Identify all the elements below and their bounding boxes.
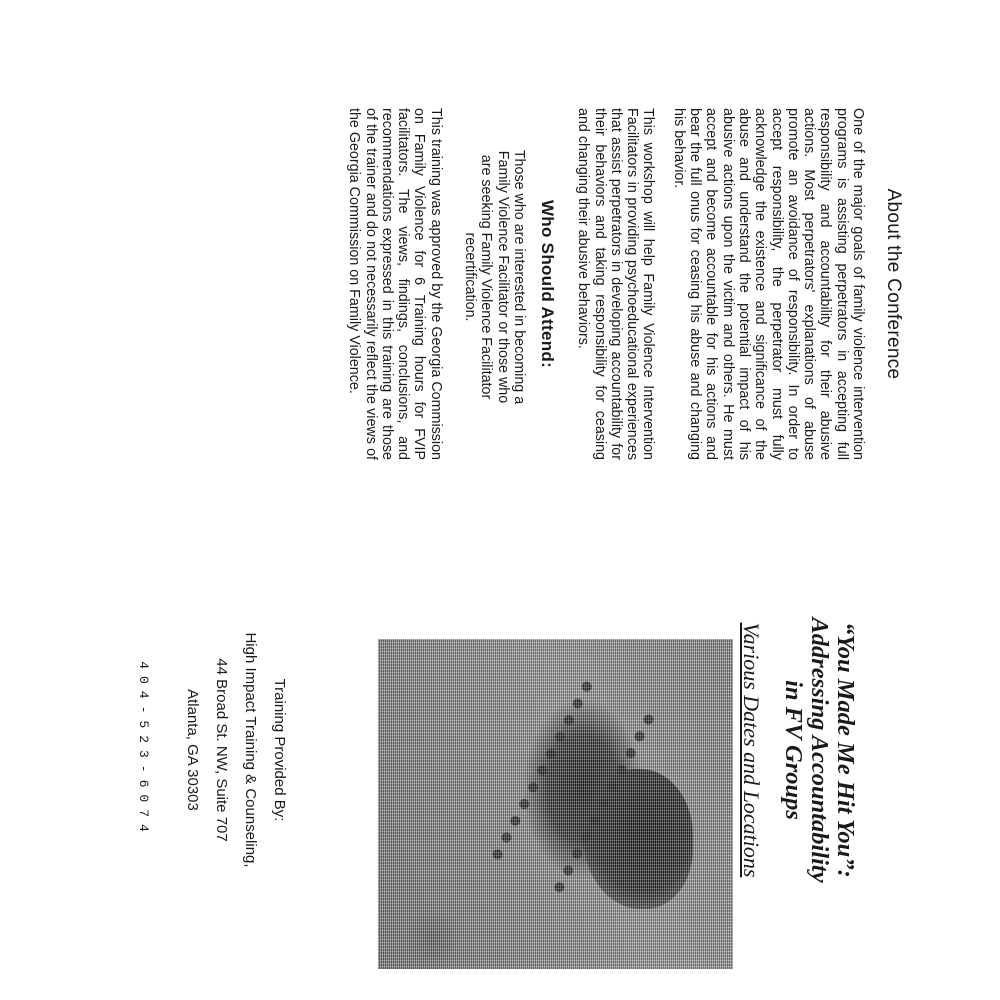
about-workshop-paragraph: This workshop will help Family Violence Intervention Facilitators in providing psychoeducational experiences that assist perpetrators in developing accountability for their behaviors and taking responsibility for ceasing and changing their abusive behaviors. [575, 108, 657, 460]
provider-phone: 404-523-6074 [136, 661, 151, 839]
approval-paragraph: This training was approved by the Georgia Commission on Family Violence for 6 Training hours for FVIP facilitators. The views, findings, conclusions, and recommendations expressed in this training are those of the trainer and do not necessarily reflect the views of the Georgia Commission on Family Violence. [346, 108, 444, 460]
cover-panel [0, 500, 1000, 1000]
provider-block [129, 500, 294, 1000]
cover-title-line-2: Addressing Accountability [806, 617, 833, 883]
about-heading: About the Conference [883, 188, 904, 380]
photo-grain [378, 639, 733, 969]
cover-title-line-3: in FV Groups [780, 680, 807, 820]
cover-photo [378, 639, 733, 969]
cover-title-line-1: “You Made Me Hit You”: [832, 622, 859, 878]
provider-heading: Training Provided By: [271, 678, 288, 822]
provider-name: High Impact Training & Counseling, [242, 632, 259, 868]
cover-dates: Various Dates and Locations [739, 622, 764, 878]
about-goals-paragraph: One of the major goals of family violence intervention programs is assisting perpetrators in accepting full responsibility and accountability for their abusive actions. Most perpetrators' explanations of abuse promote an avoidance of responsibility. In order to accept responsibility, the perpetrator must fully acknowledge the existence and significance of the abuse and understand the potential impact of his abusive actions upon the victim and others. He must accept and become accountable for his actions and bear the full onus for ceasing his abuse and changing his behavior. [670, 108, 866, 460]
attend-heading: Who Should Attend: [537, 199, 557, 369]
provider-address-line-1: 44 Broad St. NW, Suite 707 [213, 658, 230, 842]
attend-paragraph: Those who are interested in becoming a Family Violence Facilitator or those who are seeking Family Violence Facilitator recertification. [462, 149, 527, 405]
cover-title [780, 500, 858, 1000]
provider-address-line-2: Atlanta, GA 30303 [184, 689, 201, 811]
